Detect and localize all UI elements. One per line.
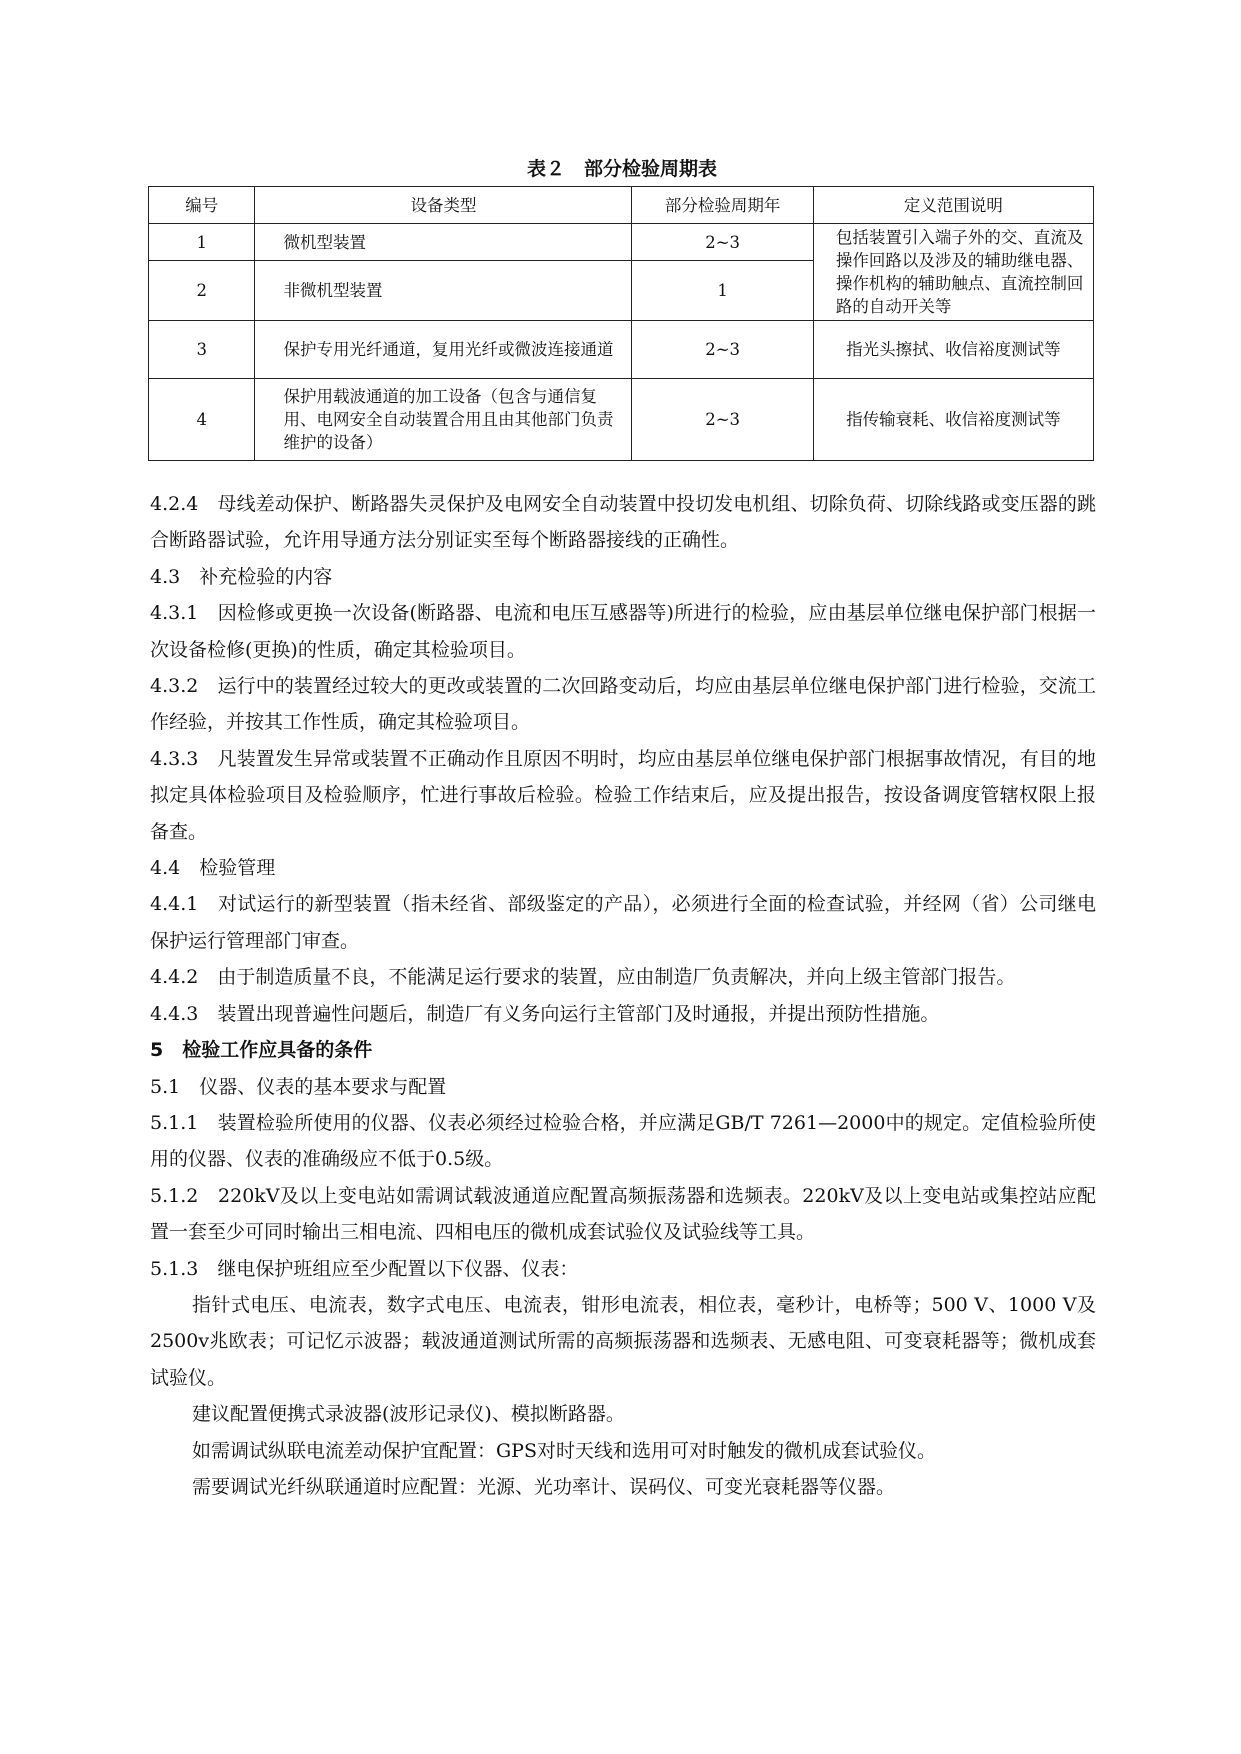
row-definition-merged: 包括装置引入端子外的交、直流及操作回路以及涉及的辅助继电器、操作机构的辅助触点、直流控制回路的自动开关等 [813,224,1093,321]
instrument-list: 指针式电压、电流表，数字式电压、电流表，钳形电流表，相位表，毫秒计，电桥等；500 V、1000 V及2500v兆欧表；可记忆示波器；载波通道测试所需的高频振荡器和选频表、无感电阻、可变衰耗器等；微机成套试验仪。 [150,1293,1096,1389]
row-number: 2 [149,261,255,321]
table-row [149,379,1094,461]
row-equipment-type: 保护用载波通道的加工设备（包含与通信复用、电网安全自动装置合用且由其他部门负责维护的设备） [255,379,632,461]
suggested-config: 建议配置便携式录波器(波形记录仪)、模拟断路器。 [192,1403,625,1426]
paragraph-4-4-2: 4.4.2 由于制造质量不良，不能满足运行要求的装置，应由制造厂负责解决，并向上级主管部门报告。 [150,966,1016,989]
row-definition: 指光头擦拭、收信裕度测试等 [813,321,1093,379]
row-cycle: 2~3 [632,321,813,379]
row-number: 1 [149,224,255,261]
header-cycle: 部分检验周期年 [632,187,813,224]
heading-5-1: 5.1 仪器、仪表的基本要求与配置 [150,1075,447,1098]
paragraph-4-2-4: 4.2.4 母线差动保护、断路器失灵保护及电网安全自动装置中投切发电机组、切除负荷、切除线路或变压器的跳合断路器试验，允许用导通方法分别证实至每个断路器接线的正确性。 [150,493,1096,552]
row-equipment-type: 保护专用光纤通道，复用光纤或微波连接通道 [255,321,632,379]
row-cycle: 2~3 [632,224,813,261]
row-cycle: 2~3 [632,379,813,461]
row-equipment-type: 非微机型装置 [255,261,632,321]
differential-config: 如需调试纵联电流差动保护宜配置：GPS对时天线和选用可对时触发的微机成套试验仪。 [192,1439,936,1462]
row-number: 4 [149,379,255,461]
heading-4-3: 4.3 补充检验的内容 [150,565,333,588]
paragraph-4-4-3: 4.4.3 装置出现普遍性问题后，制造厂有义务向运行主管部门及时通报，并提出预防性措施。 [150,1002,940,1025]
paragraph-4-4-1: 4.4.1 对试运行的新型装置（指未经省、部级鉴定的产品），必须进行全面的检查试验，并经网（省）公司继电保护运行管理部门审查。 [150,893,1096,952]
table-title: 表２ 部分检验周期表 [526,158,717,180]
table-row [149,224,1094,261]
section-heading-5: 5 检验工作应具备的条件 [150,1039,373,1062]
paragraph-5-1-1: 5.1.1 装置检验所使用的仪器、仪表必须经过检验合格，并应满足GB/T 7261—2000中的规定。定值检验所使用的仪器、仪表的准确级应不低于0.5级。 [150,1111,1096,1171]
row-equipment-type: 微机型装置 [255,224,632,261]
heading-4-4: 4.4 检验管理 [150,857,276,880]
paragraph-4-3-3: 4.3.3 凡装置发生异常或装置不正确动作且原因不明时，均应由基层单位继电保护部门根据事故情况，有目的地拟定具体检验项目及检验顺序，忙进行事故后检验。检验工作结束后，应及提出报告，按设备调度管辖权限上报备查。 [150,747,1096,843]
paragraph-5-1-3: 5.1.3 继电保护班组应至少配置以下仪器、仪表： [150,1257,579,1280]
fiber-config: 需要调试光纤纵联通道时应配置：光源、光功率计、误码仪、可变光衰耗器等仪器。 [192,1475,896,1498]
inspection-cycle-table [148,186,1094,461]
paragraph-4-3-1: 4.3.1 因检修或更换一次设备(断路器、电流和电压互感器等)所进行的检验，应由基层单位继电保护部门根据一次设备检修(更换)的性质，确定其检验项目。 [150,602,1096,661]
table-row [149,321,1094,379]
header-definition: 定义范围说明 [813,187,1093,224]
header-number: 编号 [149,187,255,224]
row-number: 3 [149,321,255,379]
header-equipment-type: 设备类型 [255,187,632,224]
paragraph-4-3-2: 4.3.2 运行中的装置经过较大的更改或装置的二次回路变动后，均应由基层单位继电保护部门进行检验，交流工作经验，并按其工作性质，确定其检验项目。 [150,675,1096,734]
body-text [150,486,1096,1505]
row-definition: 指传输衰耗、收信裕度测试等 [813,379,1093,461]
row-cycle: 1 [632,261,813,321]
paragraph-5-1-2: 5.1.2 220kV及以上变电站如需调试载波通道应配置高频振荡器和选频表。220kV及以上变电站或集控站应配置一套至少可同时输出三相电流、四相电压的微机成套试验仪及试验线等工具。 [150,1184,1096,1244]
table-header-row [149,187,1094,224]
